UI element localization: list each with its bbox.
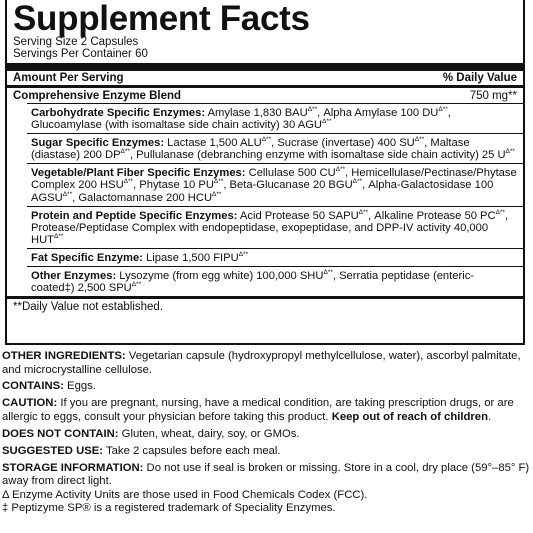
suggested-use-text: Take 2 capsules before each meal. xyxy=(103,444,281,457)
thick-divider xyxy=(7,63,523,71)
unit-footnote-mark: Δ** xyxy=(120,148,130,156)
enzyme-group-name: Other Enzymes: xyxy=(31,270,117,283)
caution-bold-text: Keep out of reach of children xyxy=(331,410,488,423)
enzyme-group xyxy=(27,248,523,266)
unit-footnote-mark: Δ** xyxy=(352,178,363,186)
other-ingredients-text: Vegetarian capsule (hydroxypropyl methylcellulose, water), ascorbyl palmitate, and microcrystalline cellulose. xyxy=(2,350,521,376)
enzyme-text: , Hemicellulase/Pectinase/Phytase Complex 200 HSU xyxy=(31,167,517,192)
caution-end: . xyxy=(487,410,492,423)
contains-label: CONTAINS: xyxy=(2,380,64,393)
unit-footnote-mark: Δ** xyxy=(414,136,425,144)
unit-footnote-mark: Δ** xyxy=(358,208,369,216)
enzyme-text: Acid Protease 50 SAPU xyxy=(237,209,359,222)
enzyme-text: , Maltase (diastase) 200 DP xyxy=(31,137,470,162)
suggested-use-label: SUGGESTED USE: xyxy=(2,444,104,457)
enzyme-text: , Beta-Glucanase 20 BGU xyxy=(223,179,353,192)
enzyme-group-name: Fat Specific Enzyme: xyxy=(31,251,143,264)
storage-label: STORAGE INFORMATION: xyxy=(2,461,144,474)
does-not-contain xyxy=(2,428,533,442)
unit-footnote-mark: Δ** xyxy=(438,106,448,113)
unit-footnote-mark: Δ** xyxy=(238,250,249,258)
unit-footnote-mark: Δ** xyxy=(62,190,73,198)
storage-information xyxy=(2,462,533,489)
contains-text: Eggs. xyxy=(63,380,96,393)
unit-footnote-mark: Δ** xyxy=(322,118,332,126)
enzyme-text: , Alpha Amylase 100 DU xyxy=(317,107,439,119)
panel-title: Supplement Facts xyxy=(13,0,310,38)
enzyme-group-name: Protein and Peptide Specific Enzymes: xyxy=(31,209,238,222)
unit-footnote-mark: Δ** xyxy=(213,178,224,186)
enzyme-text: , Phytase 10 PU xyxy=(133,179,214,192)
contains xyxy=(2,380,533,394)
enzyme-text: Amylase 1,830 BAU xyxy=(205,107,308,119)
caution-text: If you are pregnant, nursing, have a medical condition, are taking prescription drugs, or are allergic to eggs, consult your physician before taking this product. xyxy=(2,397,514,423)
enzyme-text: Lactase 1,500 ALU xyxy=(164,137,262,150)
enzyme-text: , Protease/Peptidase Complex with endopeptidase, exopeptidase, and DPP-IV activity 40,000 HUT xyxy=(31,209,509,246)
enzyme-text: , Galactomannase 200 HCU xyxy=(72,191,213,204)
unit-footnote-mark: Δ** xyxy=(261,136,272,144)
enzyme-group xyxy=(27,206,523,248)
serving-size: Serving Size 2 Capsules xyxy=(13,36,139,48)
enzyme-text: , Glucoamylase (with isomaltase side chain activity) 30 AGU xyxy=(31,107,451,132)
enzyme-group-name: Sugar Specific Enzymes: xyxy=(31,137,165,150)
supplement-facts-panel xyxy=(5,0,525,345)
enzyme-group-name: Carbohydrate Specific Enzymes: xyxy=(31,107,206,119)
unit-footnote-mark: Δ** xyxy=(323,269,333,277)
enzyme-group xyxy=(27,133,523,163)
enzyme-text: Lipase 1,500 FIPU xyxy=(142,251,239,264)
blend-row xyxy=(7,88,523,103)
suggested-use xyxy=(2,445,533,459)
footnote-trademark: ‡ Peptizyme SP® is a registered trademark of Speciality Enzymes. xyxy=(2,502,336,515)
blend-name: Comprehensive Enzyme Blend xyxy=(13,90,182,102)
other-ingredients xyxy=(2,350,533,377)
daily-value-header: % Daily Value xyxy=(442,72,517,84)
enzyme-text: , Pullulanase (debranching enzyme with isomaltase side chain activity) 25 U xyxy=(129,149,506,162)
unit-footnote-mark: Δ** xyxy=(505,148,515,156)
unit-footnote-mark: Δ** xyxy=(54,232,64,240)
enzyme-text: Lysozyme (from egg white) 100,000 SHU xyxy=(116,270,324,283)
enzyme-text: , Sucrase (invertase) 400 SU xyxy=(271,137,415,150)
caution-label: CAUTION: xyxy=(2,397,58,410)
daily-value-note: **Daily Value not established. xyxy=(7,296,523,313)
blend-amount: 750 mg** xyxy=(469,90,517,102)
storage-text: Do not use if seal is broken or missing. Store in a cool, dry place (59°–85° F) away from direct light. xyxy=(2,461,530,488)
unit-footnote-mark: Δ** xyxy=(123,178,134,186)
label-information xyxy=(0,350,533,516)
enzyme-group xyxy=(27,103,523,133)
footnote-enzyme-units: Δ Enzyme Activity Units are those used in Food Chemicals Codex (FCC). xyxy=(2,488,368,501)
caution xyxy=(2,397,533,424)
unit-footnote-mark: Δ** xyxy=(495,208,505,216)
enzyme-group xyxy=(27,266,523,296)
column-header-row xyxy=(7,71,523,85)
enzyme-text: , Serratia peptidase (enteric-coated‡) 2,500 SPU xyxy=(31,270,475,295)
unit-footnote-mark: Δ** xyxy=(131,281,142,289)
enzyme-group xyxy=(27,163,523,205)
does-not-contain-label: DOES NOT CONTAIN: xyxy=(2,427,119,440)
unit-footnote-mark: Δ** xyxy=(307,106,318,113)
enzyme-text: , Alkaline Protease 50 PC xyxy=(368,209,496,222)
enzyme-text: Cellulase 500 CU xyxy=(245,167,336,180)
servings-per-container: Servings Per Container 60 xyxy=(13,48,148,60)
unit-footnote-mark: Δ** xyxy=(335,166,346,174)
other-ingredients-label: OTHER INGREDIENTS: xyxy=(2,350,126,362)
does-not-contain-text: Gluten, wheat, dairy, soy, or GMOs. xyxy=(118,427,300,440)
enzyme-groups xyxy=(7,103,523,296)
enzyme-group-name: Vegetable/Plant Fiber Specific Enzymes: xyxy=(31,167,246,180)
unit-footnote-mark: Δ** xyxy=(212,190,222,198)
enzyme-text: , Alpha-Galactosidase 100 AGSU xyxy=(31,179,494,204)
amount-header: Amount Per Serving xyxy=(13,72,124,84)
